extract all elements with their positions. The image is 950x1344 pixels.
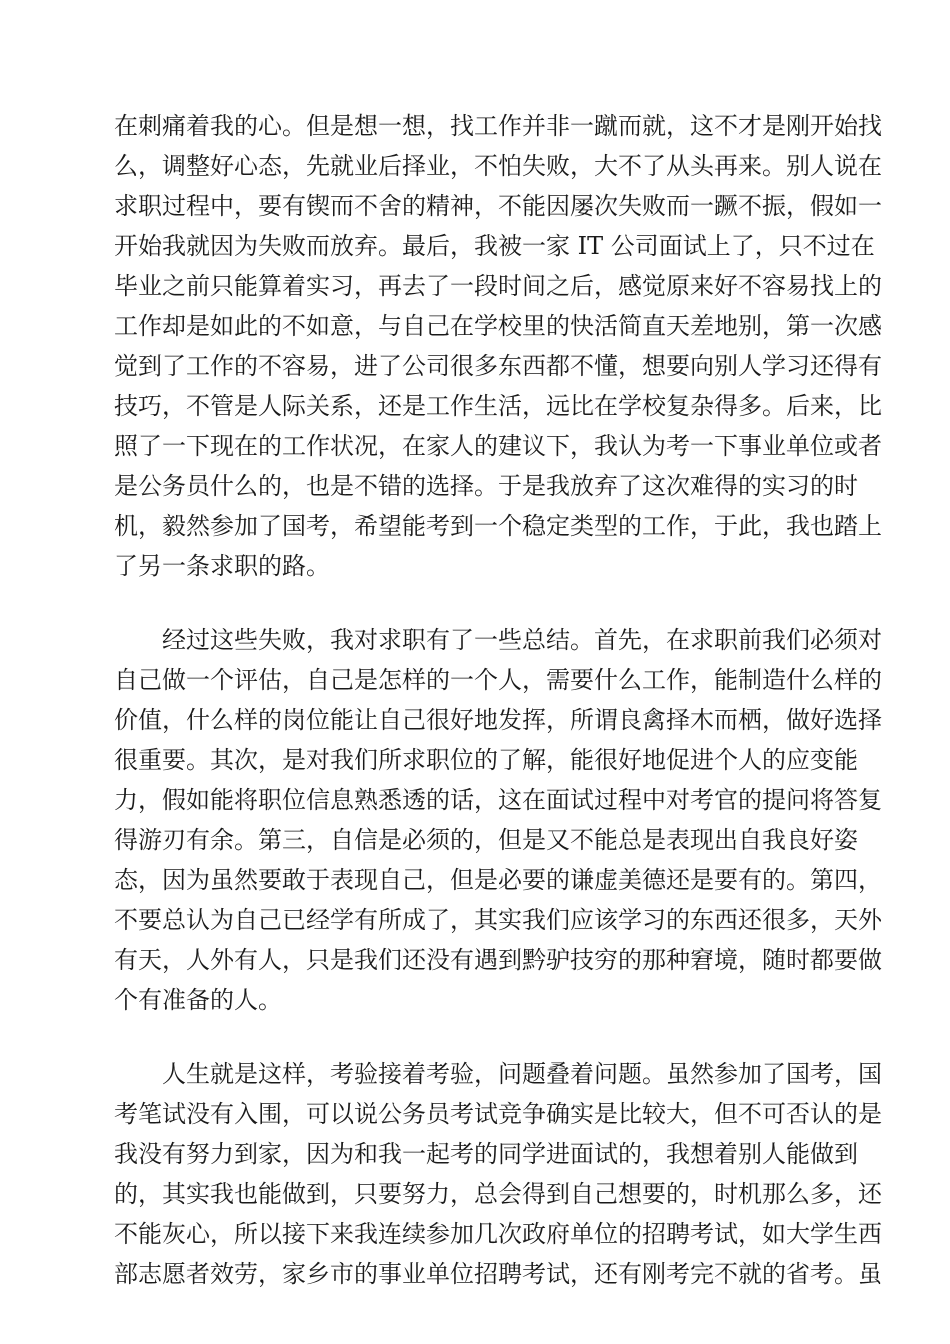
text-line: 人生就是这样，考验接着考验，问题叠着问题。虽然参加了国考，国: [114, 1060, 882, 1088]
paragraph: [114, 106, 882, 586]
text-line: 觉到了工作的不容易，进了公司很多东西都不懂，想要向别人学习还得有: [114, 352, 882, 380]
text-line: 自己做一个评估，自己是怎样的一个人，需要什么工作，能制造什么样的: [114, 666, 882, 694]
text-line: 不能灰心，所以接下来我连续参加几次政府单位的招聘考试，如大学生西: [114, 1220, 882, 1248]
text-line: 个有准备的人。: [114, 986, 282, 1014]
text-line: 不要总认为自己已经学有所成了，其实我们应该学习的东西还很多，天外: [114, 906, 882, 934]
text-line: 毕业之前只能算着实习，再去了一段时间之后，感觉原来好不容易找上的: [114, 272, 882, 300]
paragraph: [114, 1054, 882, 1294]
text-line: 求职过程中，要有锲而不舍的精神，不能因屡次失败而一蹶不振，假如一: [114, 192, 882, 220]
paragraph: [114, 620, 882, 1020]
text-line: 么，调整好心态，先就业后择业，不怕失败，大不了从头再来。别人说在: [114, 152, 882, 180]
paragraph-gap: [114, 1020, 834, 1054]
text-line: 部志愿者效劳，家乡市的事业单位招聘考试，还有刚考完不就的省考。虽: [114, 1260, 882, 1288]
text-line: 得游刃有余。第三，自信是必须的，但是又不能总是表现出自我良好姿: [114, 826, 858, 854]
text-line: 态，因为虽然要敢于表现自己，但是必要的谦虚美德还是要有的。第四，: [114, 866, 882, 894]
text-line: 力，假如能将职位信息熟悉透的话，这在面试过程中对考官的提问将答复: [114, 786, 882, 814]
text-line: 在刺痛着我的心。但是想一想，找工作并非一蹴而就，这不才是刚开始找: [114, 112, 882, 140]
text-line: 的，其实我也能做到，只要努力，总会得到自己想要的，时机那么多，还: [114, 1180, 882, 1208]
text-line: 有天，人外有人，只是我们还没有遇到黔驴技穷的那种窘境，随时都要做: [114, 946, 882, 974]
text-line: 工作却是如此的不如意，与自己在学校里的快活简直天差地别，第一次感: [114, 312, 882, 340]
text-line: 了另一条求职的路。: [114, 552, 330, 580]
text-line: 照了一下现在的工作状况，在家人的建议下，我认为考一下事业单位或者: [114, 432, 882, 460]
text-line: 技巧，不管是人际关系，还是工作生活，远比在学校复杂得多。后来，比: [114, 392, 882, 420]
text-line: 考笔试没有入围，可以说公务员考试竞争确实是比较大，但不可否认的是: [114, 1100, 882, 1128]
text-line: 经过这些失败，我对求职有了一些总结。首先，在求职前我们必须对: [114, 626, 882, 654]
body-text: [114, 106, 882, 1294]
text-line: 我没有努力到家，因为和我一起考的同学进面试的，我想着别人能做到: [114, 1140, 858, 1168]
paragraph-gap: [114, 586, 834, 620]
text-line: 开始我就因为失败而放弃。最后，我被一家 IT 公司面试上了，只不过在: [114, 232, 875, 260]
text-line: 是公务员什么的，也是不错的选择。于是我放弃了这次难得的实习的时: [114, 472, 858, 500]
text-line: 很重要。其次，是对我们所求职位的了解，能很好地促进个人的应变能: [114, 746, 858, 774]
text-line: 价值，什么样的岗位能让自己很好地发挥，所谓良禽择木而栖，做好选择: [114, 706, 882, 734]
text-line: 机，毅然参加了国考，希望能考到一个稳定类型的工作，于此，我也踏上: [114, 512, 882, 540]
